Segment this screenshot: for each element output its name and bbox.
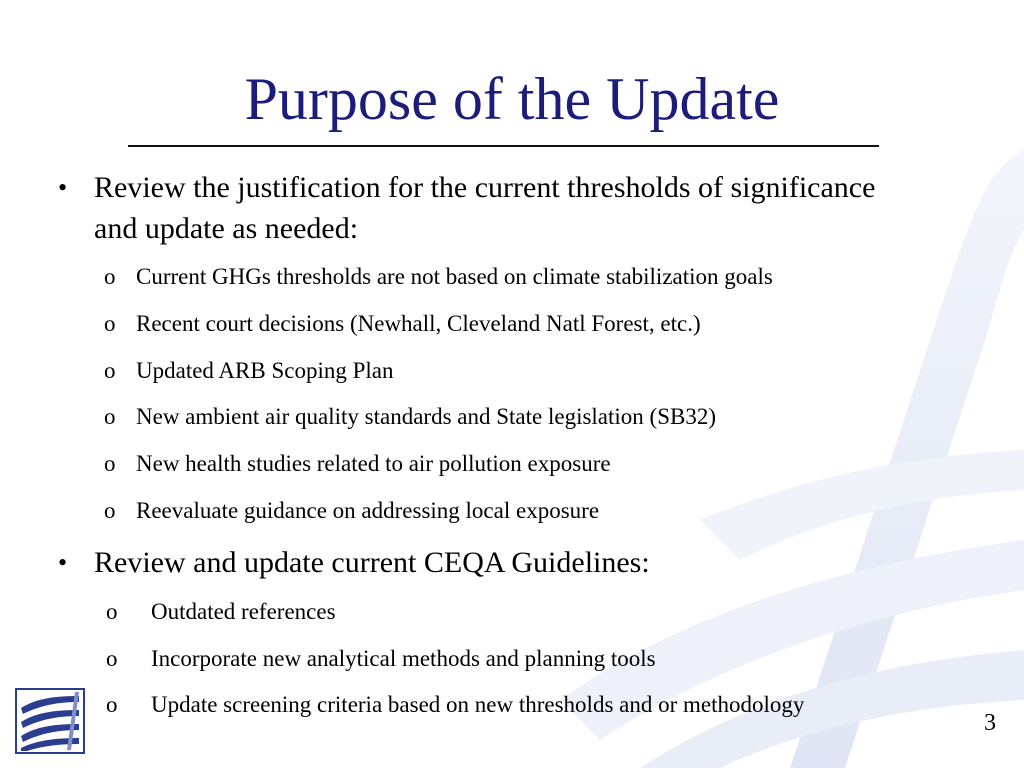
subitem-marker: o — [104, 264, 116, 289]
subitem-text: New health studies related to air pollution exposure — [136, 451, 611, 476]
bullet-marker: • — [58, 548, 68, 577]
subitem-text: Current GHGs thresholds are not based on climate stabilization goals — [136, 264, 773, 289]
page-number: 3 — [984, 710, 996, 736]
subitem-marker: o — [106, 646, 118, 671]
subitem-text: Updated ARB Scoping Plan — [136, 358, 394, 383]
bullet-marker: • — [58, 173, 68, 202]
bullet-item — [58, 167, 998, 252]
bullet-item — [58, 542, 998, 584]
subitem-text: Incorporate new analytical methods and planning tools — [151, 646, 656, 671]
bullet-text — [94, 167, 875, 249]
bullet-text-line: and update as needed: — [94, 212, 359, 245]
subitem-text: Reevaluate guidance on addressing local exposure — [136, 498, 600, 523]
bullet-text-line: Review the justification for the current thresholds of significance — [94, 171, 876, 204]
title-divider — [128, 145, 879, 147]
subitem-marker: o — [104, 451, 116, 476]
subitem-marker: o — [104, 498, 116, 523]
subitem-marker: o — [106, 692, 118, 717]
subitem-text: Recent court decisions (Newhall, Cleveland Natl Forest, etc.) — [136, 311, 701, 336]
wave-logo-icon — [15, 688, 85, 754]
subitem-text: Update screening criteria based on new thresholds and or methodology — [151, 692, 805, 717]
subitem-marker: o — [104, 358, 116, 383]
subitem-marker: o — [104, 311, 116, 336]
slide-title: Purpose of the Update — [244, 66, 780, 132]
bullet-text: Review and update current CEQA Guidelines: — [94, 546, 650, 579]
subitem-text: Outdated references — [151, 599, 336, 624]
subitem-marker: o — [104, 404, 116, 429]
subitem-text: New ambient air quality standards and State legislation (SB32) — [136, 404, 716, 429]
subitem-marker: o — [106, 599, 118, 624]
